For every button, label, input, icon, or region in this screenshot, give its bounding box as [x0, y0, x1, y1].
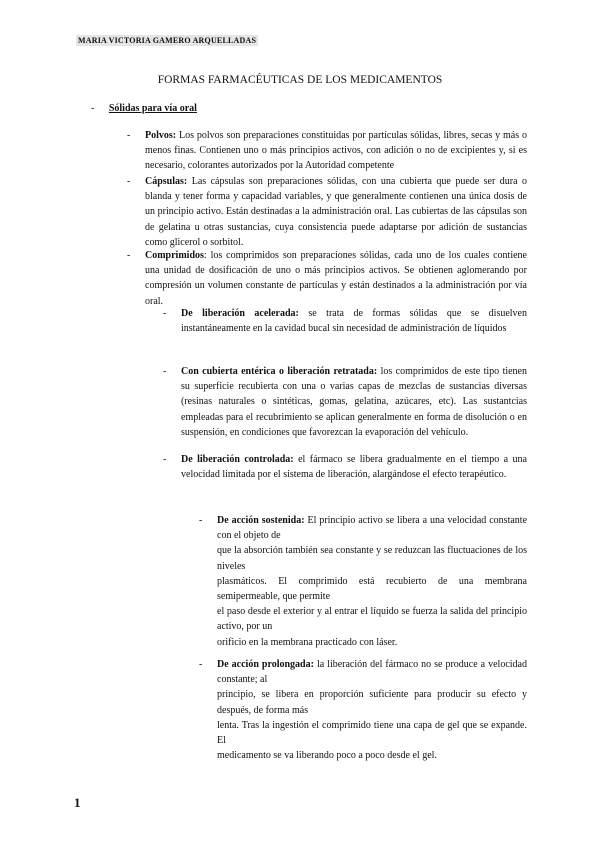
capsulas-term: Cápsulas: [145, 176, 188, 187]
accion-prolongada-line: lenta. Tras la ingestión el comprimido tiene una capa de gel que se expande. El [217, 719, 527, 747]
accion-sostenida-paragraph [217, 513, 527, 650]
accion-prolongada-line: principio, se libera en proporción suficiente para producir su efecto y después, de forma más [217, 689, 527, 716]
polvos-term: Polvos: [145, 130, 177, 141]
accion-prolongada-line: De acción prolongada: la liberación del fármaco no se produce a velocidad constante; al [217, 659, 527, 686]
comprimidos-term: Comprimidos [145, 250, 204, 261]
accion-sostenida-line: orificio en la membrana practicado con láser. [217, 636, 398, 648]
capsulas-paragraph [145, 174, 527, 250]
liberacion-controlada-text: el fármaco se libera gradualmente en el tiempo a una velocidad limitada por el sistema de liberación, alargándose el efecto terapéutico. [181, 454, 527, 481]
list-item-polvos [127, 128, 527, 174]
comprimidos-paragraph [145, 248, 527, 309]
polvos-text: Los polvos son preparaciones constituidas por partículas sólidas, libres, secas y más o menos finas. Contienen uno o más principios activos, con adición o no de excipientes y, si es necesario, colorantes autorizados por la Autoridad competente [145, 130, 527, 172]
accion-sostenida-line: que la absorción también sea constante y se reduzcan las fluctuaciones de los niveles [217, 545, 527, 572]
list-item-liberacion-acelerada [163, 306, 527, 336]
accion-prolongada-paragraph [217, 657, 527, 763]
liberacion-acelerada-term: De liberación acelerada: [181, 308, 299, 319]
comprimidos-text: : los comprimidos son preparaciones sólidas, cada uno de los cuales contiene una unidad de dosificación de uno o más principios activos. Se obtienen aglomerando por compresión un volumen constante de partículas y están destinados a la administración por vía oral. [145, 250, 527, 307]
section-bullet: - [91, 103, 95, 114]
accion-sostenida-line: plasmáticos. El comprimido está recubierto de una membrana semipermeable, que permite [217, 575, 527, 603]
author-header: MARIA VICTORIA GAMERO ARQUELLADAS [78, 36, 257, 45]
bullet-dash: - [127, 250, 131, 261]
bullet-dash: - [163, 308, 167, 319]
section-solidas [91, 101, 511, 116]
bullet-dash: - [127, 176, 131, 187]
bullet-dash: - [163, 366, 167, 377]
bullet-dash: - [163, 454, 167, 465]
accion-sostenida-line: De acción sostenida: El principio activo se libera a una velocidad constante con el objeto de [217, 515, 528, 542]
list-item-comprimidos [127, 248, 527, 309]
list-item-liberacion-controlada [163, 452, 527, 482]
cubierta-enterica-paragraph [181, 364, 527, 440]
liberacion-acelerada-text: se trata de formas sólidas que se disuelven instantáneamente en la cavidad bucal sin necesidad de administración de líquidos [181, 308, 527, 335]
cubierta-enterica-text: los comprimidos de este tipo tienen su superficie recubierta con una o varias capas de mezclas de sustancias diversas (resinas naturales o sintéticas, gomas, gelatina, azúcares, etc). Las sustantcias empleadas para el recubrimiento se aplican generalmente en forma de disolución o en suspensión, en condiciones que favorezcan la evaporación del vehículo. [181, 366, 527, 438]
document-title: FORMAS FARMACÉUTICAS DE LOS MEDICAMENTOS [157, 74, 443, 86]
section-heading: Sólidas para vía oral [108, 103, 197, 114]
cubierta-enterica-term: Con cubierta entérica o liberación retratada: [181, 366, 378, 377]
polvos-paragraph [145, 128, 527, 174]
list-item-accion-prolongada [199, 657, 527, 763]
accion-prolongada-term: De acción prolongada: [217, 659, 314, 670]
accion-prolongada-line: medicamento se va liberando poco a poco desde el gel. [217, 750, 437, 762]
bullet-dash: - [199, 659, 203, 670]
accion-sostenida-term: De acción sostenida: [217, 515, 305, 526]
page-number: 1 [74, 795, 81, 810]
list-item-capsulas [127, 174, 527, 250]
capsulas-text: Las cápsulas son preparaciones sólidas, con una cubierta que puede ser dura o blanda y tener forma y capacidad variables, y que generalmente contienen una única dosis de un principio activo. Están destinadas a la administración oral. Las cubiertas de las cápsulas son de gelatina u otras sustancias, cuya consistencia puede adaptarse por adición de sustancias como glicerol o sorbitol. [145, 176, 527, 248]
bullet-dash: - [127, 130, 131, 141]
liberacion-controlada-paragraph [181, 452, 527, 482]
liberacion-acelerada-paragraph [181, 306, 527, 336]
bullet-dash: - [199, 515, 203, 526]
accion-sostenida-line: el paso desde el exterior y al entrar el líquido se fuerza la salida del principio activo, por un [217, 606, 527, 633]
liberacion-controlada-term: De liberación controlada: [181, 454, 294, 465]
list-item-accion-sostenida [199, 513, 527, 650]
list-item-cubierta-enterica [163, 364, 527, 440]
